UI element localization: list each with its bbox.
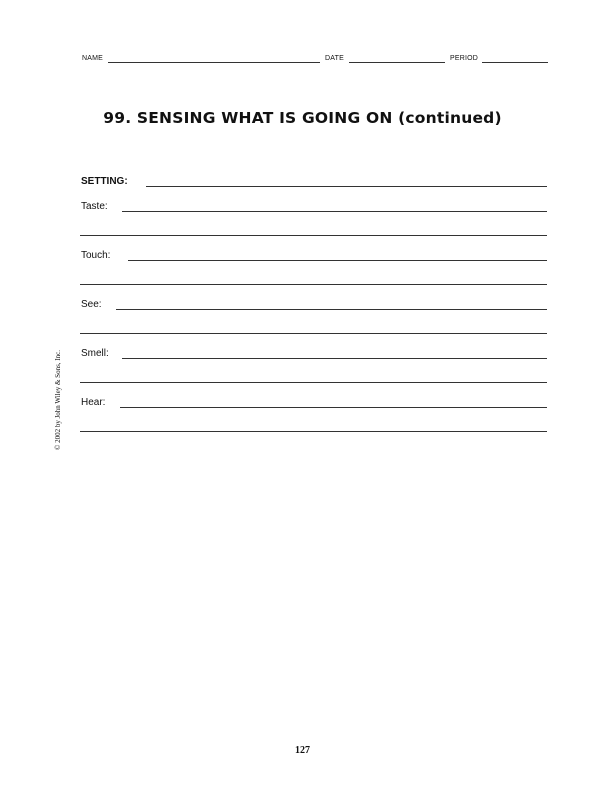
taste-line-1[interactable] bbox=[122, 211, 547, 212]
copyright-text: © 2002 by John Wiley & Sons, Inc. bbox=[54, 350, 62, 450]
page-title: 99. SENSING WHAT IS GOING ON (continued) bbox=[103, 109, 502, 127]
setting-line[interactable] bbox=[146, 186, 547, 187]
touch-line-2[interactable] bbox=[80, 284, 547, 285]
taste-line-2[interactable] bbox=[80, 235, 547, 236]
name-field-line[interactable] bbox=[108, 62, 320, 63]
see-line-2[interactable] bbox=[80, 333, 547, 334]
setting-label: SETTING: bbox=[81, 176, 128, 187]
smell-line-1[interactable] bbox=[122, 358, 547, 359]
hear-line-2[interactable] bbox=[80, 431, 547, 432]
smell-label: Smell: bbox=[81, 348, 109, 359]
date-label: DATE bbox=[325, 55, 344, 62]
see-label: See: bbox=[81, 299, 102, 310]
page-number: 127 bbox=[295, 745, 310, 756]
name-label: NAME bbox=[82, 55, 104, 62]
taste-label: Taste: bbox=[81, 201, 108, 212]
date-field-line[interactable] bbox=[349, 62, 445, 63]
hear-label: Hear: bbox=[81, 397, 106, 408]
touch-line-1[interactable] bbox=[128, 260, 547, 261]
touch-label: Touch: bbox=[81, 250, 111, 261]
period-label: PERIOD bbox=[450, 55, 479, 62]
hear-line-1[interactable] bbox=[120, 407, 547, 408]
period-field-line[interactable] bbox=[482, 62, 548, 63]
smell-line-2[interactable] bbox=[80, 382, 547, 383]
see-line-1[interactable] bbox=[116, 309, 547, 310]
